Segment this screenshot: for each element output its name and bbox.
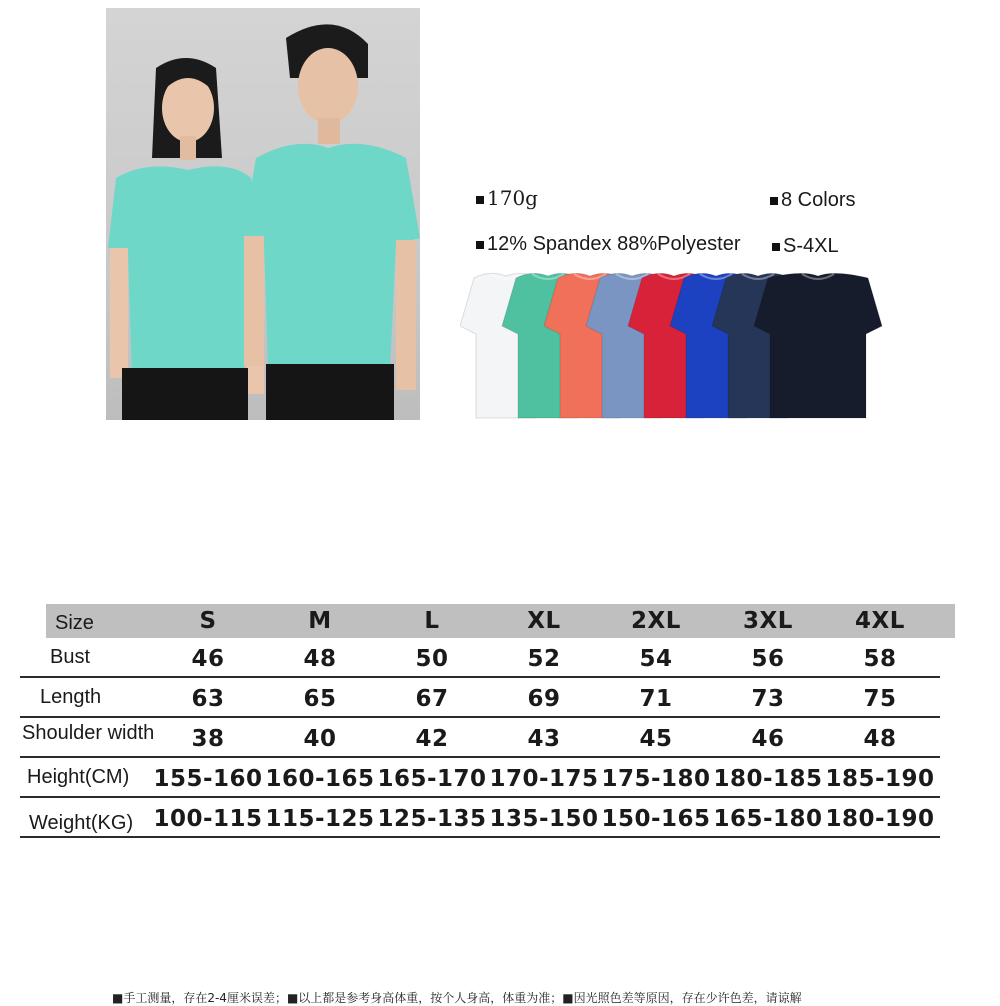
row-divider	[20, 836, 940, 838]
table-cell: 71	[639, 686, 673, 712]
table-cell: 58	[863, 646, 897, 672]
spec-weight	[476, 186, 538, 210]
shirt-black	[754, 273, 882, 418]
table-cell: 46	[751, 726, 785, 752]
table-cell: 175-180	[601, 766, 711, 792]
table-row	[20, 638, 940, 678]
product-photo	[106, 8, 420, 420]
spec-colors-text: 8 Colors	[781, 189, 856, 211]
table-cell: 100-115	[153, 806, 263, 832]
table-cell: 165-180	[713, 806, 823, 832]
table-cell: 73	[751, 686, 785, 712]
size-header-label: Size	[55, 612, 94, 634]
table-cell: 52	[527, 646, 561, 672]
male-model	[242, 24, 420, 420]
table-cell: 185-190	[825, 766, 935, 792]
size-table-header	[20, 604, 940, 638]
size-header-xl: XL	[527, 608, 561, 634]
table-cell: 135-150	[489, 806, 599, 832]
table-cell: 115-125	[265, 806, 375, 832]
row-label: Weight(KG)	[29, 812, 134, 834]
size-header-s: S	[199, 608, 217, 634]
bullet-square-icon	[770, 197, 778, 205]
table-cell: 48	[863, 726, 897, 752]
bullet-square-icon	[476, 196, 484, 204]
table-cell: 75	[863, 686, 897, 712]
table-row	[20, 798, 940, 838]
spec-sizes	[772, 235, 839, 258]
spec-sizes-text: S-4XL	[783, 235, 839, 257]
size-header-2xl: 2XL	[631, 608, 681, 634]
row-label: Length	[40, 686, 102, 708]
color-swatch-shirts	[460, 268, 890, 420]
table-cell: 43	[527, 726, 561, 752]
bullet-square-icon	[772, 243, 780, 251]
footer-note: ■手工测量，存在2-4厘米误差；■以上都是参考身高体重，按个人身高，体重为准；■因光照色差等原因，存在少许色差，请谅解	[112, 991, 802, 1005]
row-label: Shoulder width	[22, 722, 155, 744]
spec-weight-text: 170g	[487, 186, 538, 210]
table-row	[20, 758, 940, 798]
size-header-m: M	[308, 608, 332, 634]
size-header-3xl: 3XL	[743, 608, 793, 634]
table-cell: 170-175	[489, 766, 599, 792]
table-cell: 50	[415, 646, 449, 672]
table-cell: 63	[191, 686, 225, 712]
table-cell: 69	[527, 686, 561, 712]
table-cell: 40	[303, 726, 337, 752]
table-cell: 46	[191, 646, 225, 672]
table-cell: 65	[303, 686, 337, 712]
table-cell: 160-165	[265, 766, 375, 792]
table-cell: 67	[415, 686, 449, 712]
models-illustration	[106, 8, 420, 420]
spec-fabric	[476, 233, 741, 256]
row-label: Height(CM)	[27, 766, 130, 788]
table-cell: 48	[303, 646, 337, 672]
table-cell: 56	[751, 646, 785, 672]
size-header-l: L	[424, 608, 440, 634]
table-cell: 125-135	[377, 806, 487, 832]
table-cell: 42	[415, 726, 449, 752]
spec-colors	[770, 189, 855, 212]
table-cell: 165-170	[377, 766, 487, 792]
table-cell: 45	[639, 726, 673, 752]
table-cell: 180-190	[825, 806, 935, 832]
table-cell: 38	[191, 726, 225, 752]
spec-fabric-text: 12% Spandex 88%Polyester	[487, 233, 741, 255]
table-cell: 150-165	[601, 806, 711, 832]
size-table	[20, 604, 940, 838]
bullet-square-icon	[476, 241, 484, 249]
table-cell: 54	[639, 646, 673, 672]
size-header-4xl: 4XL	[855, 608, 905, 634]
table-cell: 155-160	[153, 766, 263, 792]
table-row	[20, 718, 940, 758]
row-label: Bust	[50, 646, 91, 668]
female-model	[108, 58, 266, 420]
table-cell: 180-185	[713, 766, 823, 792]
table-row	[20, 678, 940, 718]
